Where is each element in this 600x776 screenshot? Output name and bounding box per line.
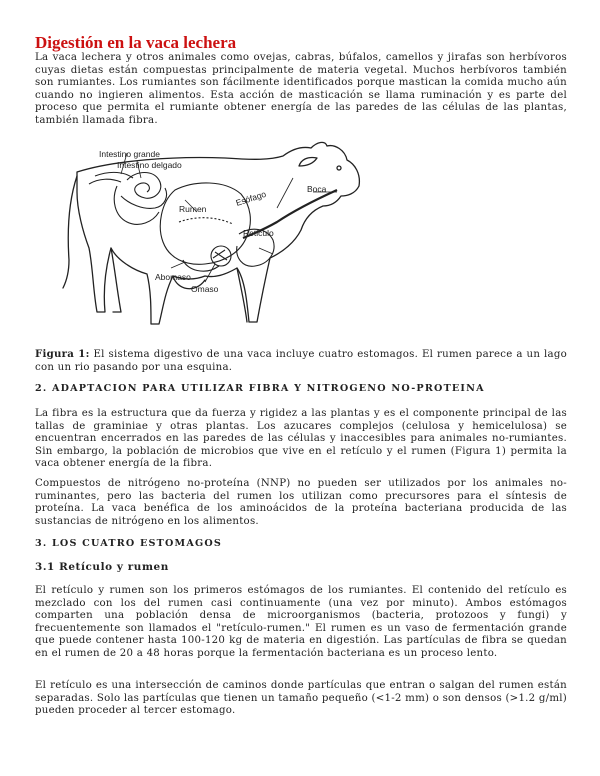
label-esofago: Esófago xyxy=(234,188,268,208)
section-2-paragraph-2: Compuestos de nitrógeno no-proteína (NNP) no pueden ser utilizados por los animales no-ruminantes, pero las bacteria del rumen los utilizan como precursores para el síntesis de proteína. La vaca benéfica de los aminoácidos de la proteína bacteriana producida de las sustancias de nitrógeno en los alimentos. xyxy=(35,478,567,527)
label-omaso: Omaso xyxy=(191,284,219,294)
figure-caption-label: Figura 1: xyxy=(35,348,90,360)
label-abomaso: Abomaso xyxy=(155,272,191,282)
label-reticulo: Reticulo xyxy=(243,228,274,238)
abomasum-organ xyxy=(183,260,219,271)
section-3-1-heading: 3.1 Retículo y rumen xyxy=(35,561,169,573)
page-title: Digestión en la vaca lechera xyxy=(35,33,237,52)
section-3-1-paragraph-2: El retículo es una intersección de caminos donde partículas que entran o salgan del rumen están separadas. Solo las partículas que tienen un tamaño pequeño (<1-2 mm) o son densos (>1.2 g/ml) pueden proceder al tercer estomago. xyxy=(35,680,567,717)
cow-eye xyxy=(337,166,341,170)
section-3-heading: 3. LOS CUATRO ESTOMAGOS xyxy=(35,538,223,549)
cow-ear xyxy=(299,157,317,166)
section-3-1-paragraph-1: El retículo y rumen son los primeros estómagos de los rumiantes. El contenido del retículo es mezclado con los del rumen casi continuamente (una vez por minuto). Ambos estómagos comparten una población densa de microorganismos (bacteria, protozoos y fungi) y frecuentemente son llamados el "retículo-rumen." El rumen es un vaso de fermentación grande que puede contener hasta 100-120 kg de materia en digestión. Las partículas de fibra se quedan en el rumen de 20 a 48 horas porque la fermentación bacteriana es un proceso lento. xyxy=(35,585,567,659)
section-2-paragraph-1: La fibra es la estructura que da fuerza y rigidez a las plantas y es el componente principal de las tallas de graminiae y otras plantas. Los azucares complejos (celulosa y hemicelulosa) se encuentran encerrados en las paredes de las células y inaccesibles para animales no-rumiantes. Sin embargo, la población de microbios que vive en el retículo y el rumen (Figura 1) permita la vaca obtener energía de la fibra. xyxy=(35,408,567,470)
label-boca: Boca xyxy=(307,184,327,194)
intro-paragraph: La vaca lechera y otros animales como ovejas, cabras, búfalos, camellos y jirafas son herbívoros cuyas dietas están compuestas principalmente de materia vegetal. Muchos herbívoros también son rumiantes. Los rumiantes son fácilmente identificados porque mastican la comida mucho aún cuando no ingieren alimentos. Esta acción de masticación se llama ruminación y es parte del proceso que permita el rumiante obtener energía de las paredes de las células de las plantas, también llamada fibra. xyxy=(35,52,567,126)
intestines-coil xyxy=(89,172,167,224)
label-intestino-grande: Intestino grande xyxy=(99,149,160,159)
figure-caption-text: El sistema digestivo de una vaca incluye cuatro estomagos. El rumen parece a un lago con un rio pasando por una esquina. xyxy=(35,349,568,373)
section-2-heading: 2. ADAPTACION PARA UTILIZAR FIBRA Y NITROGENO NO-PROTEINA xyxy=(35,383,485,394)
cow-digestive-diagram xyxy=(55,130,385,342)
label-intestino-delgado: Intestino delgado xyxy=(117,160,182,170)
figure-caption xyxy=(35,348,567,374)
label-rumen: Rumen xyxy=(179,204,207,214)
cow-tail xyxy=(63,176,77,288)
